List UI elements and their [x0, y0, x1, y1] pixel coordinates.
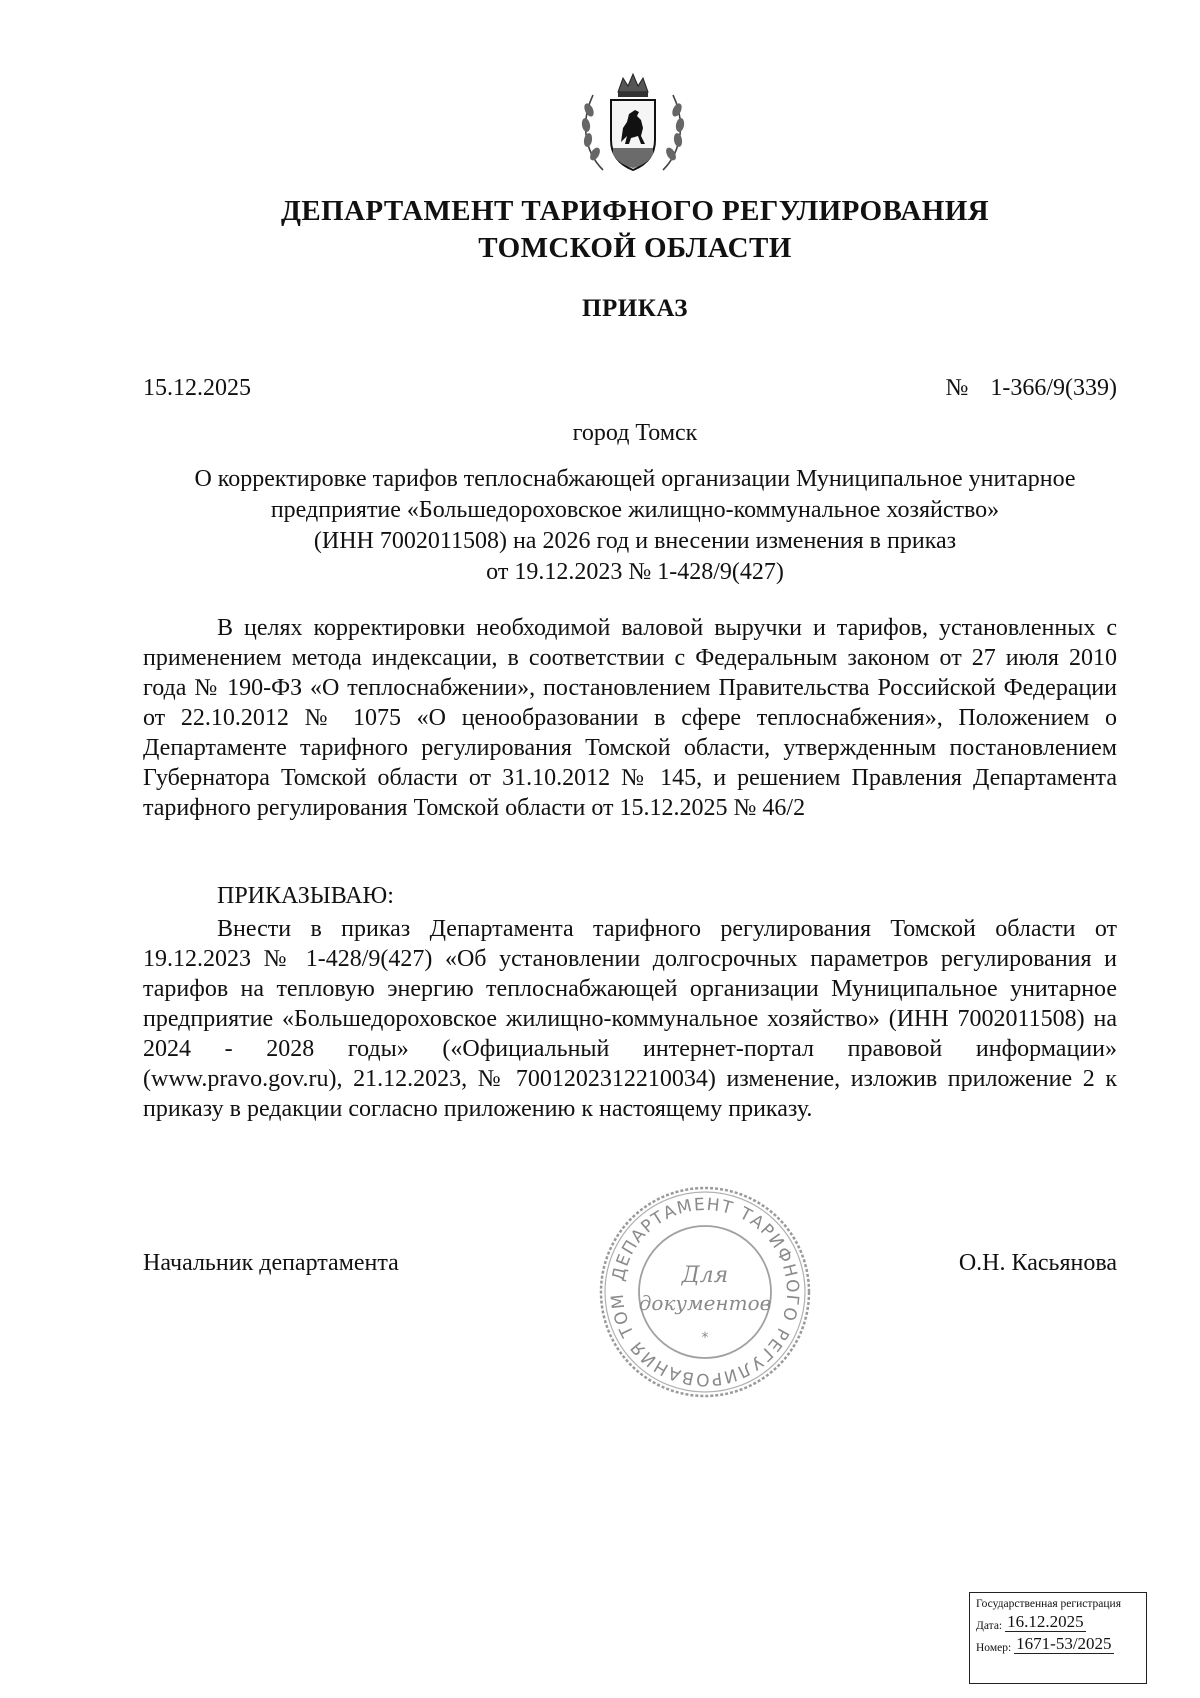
- registration-title: Государственная регистрация: [976, 1598, 1121, 1610]
- orders-heading: ПРИКАЗЫВАЮ:: [217, 883, 394, 909]
- subject-line: от 19.12.2023 № 1-428/9(427): [486, 559, 784, 585]
- registration-date-label: Дата:: [976, 1620, 1003, 1632]
- official-stamp: [595, 1182, 815, 1402]
- subject-line: (ИНН 7002011508) на 2026 год и внесении изменения в приказ: [313, 528, 957, 554]
- preamble-paragraph: [143, 613, 1117, 823]
- order-body: [143, 914, 1117, 1124]
- signatory-role: Начальник департамента: [143, 1250, 399, 1276]
- svg-text:*: *: [701, 1330, 709, 1346]
- document-type-title: ПРИКАЗ: [582, 295, 688, 322]
- preamble-text: В целях корректировки необходимой валовой выручки и тарифов, установленных с применением метода индексации, в соответствии с Федеральным законом от 27 июля 2010 года № 190-ФЗ «О теплоснабжении», постановлением Правительства Российской Федерации от 22.10.2012 № 1075 «О ценообразовании в сфере теплоснабжения», Положением о Департаменте тарифного регулирования Томской области, утвержденным постановлением Губернатора Томской области от 31.10.2012 № 145, и решением Правления Департамента тарифного регулирования Томской области от 15.12.2025 № 46/2: [143, 615, 1117, 821]
- subject-line: О корректировке тарифов теплоснабжающей организации Муниципальное унитарное: [194, 466, 1076, 492]
- order-number: [945, 375, 1117, 402]
- number-sign: №: [945, 375, 969, 401]
- registration-number-label: Номер:: [976, 1642, 1012, 1654]
- tomsk-coat-of-arms-icon: [573, 70, 693, 180]
- registration-date-row: [976, 1612, 1140, 1632]
- order-date: 15.12.2025: [143, 375, 251, 401]
- registration-number-value: 1671-53/2025: [1016, 1634, 1112, 1653]
- order-number-value: 1-366/9(339): [990, 375, 1117, 401]
- signatory-name: О.Н. Касьянова: [958, 1250, 1117, 1276]
- order-text: Внести в приказ Департамента тарифного регулирования Томской области от 19.12.2023 № 1-428/9(427) «Об установлении долгосрочных параметров регулирования и тарифов на тепловую энергию теплоснабжающей организации Муниципальное унитарное предприятие «Большедороховское жилищно-коммунальное хозяйство» (ИНН 7002011508) на 2024 - 2028 годы» («Официальный интернет-портал правовой информации» (www.pravo.gov.ru), 21.12.2023, № 7001202312210034) изменение, изложив приложение 2 к приказу в редакции согласно приложению к настоящему приказу.: [143, 916, 1117, 1122]
- registration-date-value: 16.12.2025: [1007, 1612, 1084, 1631]
- stamp-center-line1: Для: [681, 1263, 729, 1288]
- stamp-ring-text: ДЕПАРТАМЕНТ ТАРИФНОГО РЕГУЛИРОВАНИЯ ТОМ: [607, 1194, 803, 1390]
- stamp-center-line2: документов: [638, 1291, 772, 1315]
- registration-number-row: [976, 1634, 1140, 1654]
- registration-box: [969, 1592, 1147, 1684]
- city-line: город Томск: [572, 420, 698, 446]
- department-title-line2: ТОМСКОЙ ОБЛАСТИ: [478, 232, 792, 264]
- department-title-line1: ДЕПАРТАМЕНТ ТАРИФНОГО РЕГУЛИРОВАНИЯ: [281, 195, 989, 227]
- subject-line: предприятие «Большедороховское жилищно-коммунальное хозяйство»: [270, 497, 1000, 523]
- order-subject: [140, 464, 1130, 588]
